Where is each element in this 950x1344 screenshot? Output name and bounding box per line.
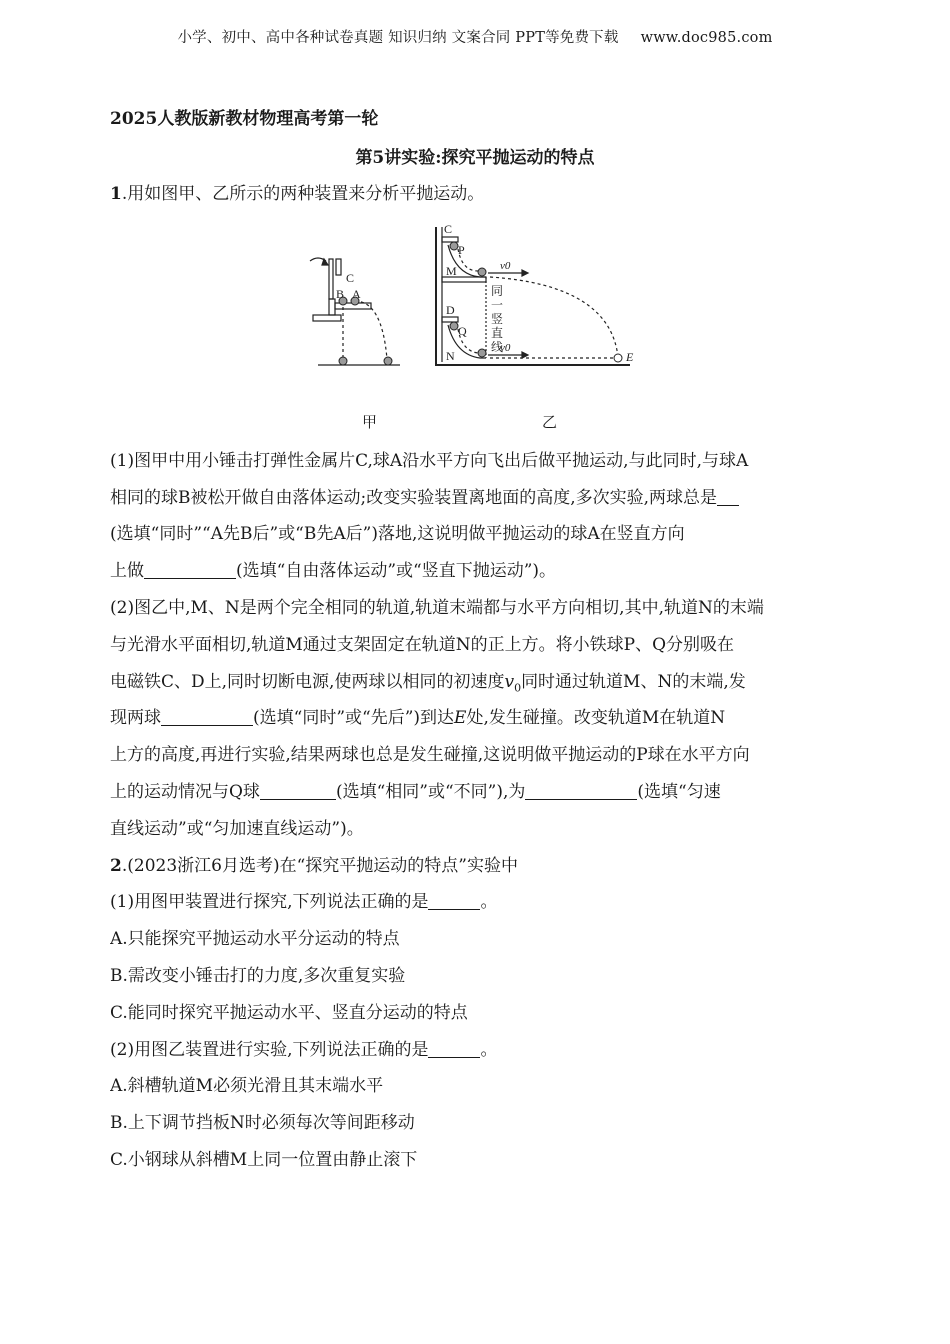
q2-part1-end: 。 <box>480 892 498 913</box>
magnet-d <box>442 317 458 322</box>
answer-blank-6[interactable] <box>428 891 480 910</box>
magnet-c <box>442 237 458 242</box>
ball-q <box>450 322 458 330</box>
q1-part2-line1: (2)图乙中,M、N是两个完全相同的轨道,轨道末端都与水平方向相切,其中,轨道N的末端 <box>110 597 764 618</box>
caption-jia: 甲 <box>362 412 378 431</box>
q1-part2-line4 <box>110 700 842 737</box>
label-d: D <box>446 302 455 317</box>
q1-part2-line3-b: 同时通过轨道M、N的末端,发 <box>521 671 746 692</box>
point-e: E <box>454 708 467 729</box>
q1-part1-line1: (1)图甲中用小锤击打弹性金属片C,球A沿水平方向飞出后做平抛运动,与此同时,与球A <box>110 450 749 471</box>
q1-part2-line6-b: (选填“相同”或“不同”),为 <box>335 781 526 802</box>
q1-part1-line2-text: 相同的球B被松开做自由落体运动;改变实验装置离地面的高度,多次实验,两球总是 <box>110 487 718 508</box>
ball-b-landed <box>339 357 347 365</box>
hammer-arrow <box>322 259 328 265</box>
doc-title: 2025人教版新教材物理高考第一轮 <box>110 109 379 129</box>
answer-blank-2[interactable] <box>144 560 236 579</box>
q2-part1 <box>110 884 842 921</box>
q2-stem-text: .(2023浙江6月选考)在“探究平抛运动的特点”实验中 <box>121 855 518 876</box>
q1-part2-line7: 直线运动”或“匀加速直线运动”)。 <box>110 818 364 839</box>
label-c-yi: C <box>444 221 453 236</box>
q1-part2-line3-a: 电磁铁C、D上,同时切断电源,使两球以相同的初速度 <box>110 671 505 692</box>
support-post <box>329 299 335 315</box>
balls-jia <box>339 297 392 365</box>
q1-part1-line4-a: 上做 <box>110 561 144 582</box>
label-v0-top: v0 <box>500 259 511 272</box>
v0-arrowhead-bottom <box>522 352 528 358</box>
apparatus-jia <box>310 258 400 365</box>
caption-yi: 乙 <box>542 412 558 431</box>
q1-part2-line4-a: 现两球 <box>110 708 161 729</box>
q1-number: 1 <box>110 184 122 204</box>
q1-stem <box>110 176 842 213</box>
q2-p2-option-c[interactable]: C.小钢球从斜槽M上同一位置由静止滚下 <box>110 1149 418 1170</box>
q2-p1-option-b[interactable]: B.需改变小锤击打的力度,多次重复实验 <box>110 965 406 986</box>
header-text: 小学、初中、高中各种试卷真题 知识归纳 文案合同 PPT等免费下载 <box>177 30 619 46</box>
vertical-text-2: 一 <box>491 297 504 312</box>
ball-p-end <box>478 268 486 276</box>
balls-yi <box>450 242 622 362</box>
q1-part2-line2: 与光滑水平面相切,轨道M通过支架固定在轨道N的正上方。将小铁球P、Q分别吸在 <box>110 634 735 655</box>
q2-part1-text: (1)用图甲装置进行探究,下列说法正确的是 <box>110 892 429 913</box>
spring-piece-c <box>336 259 341 275</box>
answer-blank-7[interactable] <box>428 1039 480 1058</box>
label-v0-bottom: v0 <box>500 341 511 354</box>
answer-blank-5[interactable] <box>525 781 637 800</box>
lecture-title: 第5讲实验:探究平抛运动的特点 <box>355 148 595 168</box>
label-e: E <box>626 349 634 364</box>
answer-blank-4[interactable] <box>260 781 336 800</box>
base-plate <box>313 315 341 321</box>
q1-stem-text: .用如图甲、乙所示的两种装置来分析平抛运动。 <box>121 184 485 204</box>
q2-p1-option-c[interactable]: C.能同时探究平抛运动水平、竖直分运动的特点 <box>110 1002 468 1023</box>
q1-part1-line2 <box>110 480 842 517</box>
v0-symbol: v <box>504 671 515 692</box>
q1-part2-line6-a: 上的运动情况与Q球 <box>110 781 260 802</box>
content <box>110 176 842 1179</box>
ball-a-landed <box>384 357 392 365</box>
q2-part2 <box>110 1032 842 1069</box>
collision-point-e <box>614 354 622 362</box>
apparatus-yi <box>436 227 630 365</box>
label-n: N <box>446 348 455 363</box>
q1-part2-line4-c: 处,发生碰撞。改变轨道M在轨道N <box>466 708 726 729</box>
q1-part2-line3 <box>110 664 842 701</box>
q2-stem <box>110 848 842 885</box>
q1-part1-line3: (选填“同时”“A先B后”或“B先A后”)落地,这说明做平抛运动的球A在竖直方向 <box>110 524 685 545</box>
projectile-path-jia <box>355 301 387 359</box>
ball-p <box>450 242 458 250</box>
q1-part2-line4-b: (选填“同时”或“先后”)到达 <box>253 708 455 729</box>
q2-p2-option-a[interactable]: A.斜槽轨道M必须光滑且其末端水平 <box>110 1076 384 1097</box>
vertical-text-4: 直 <box>491 325 504 340</box>
projectile-apparatus-diagram <box>300 215 640 440</box>
label-q: Q <box>458 323 467 338</box>
hammer-handle <box>329 259 333 299</box>
label-m: M <box>446 263 457 278</box>
vertical-text-1: 同 <box>491 283 504 298</box>
ball-q-end <box>478 349 486 357</box>
q2-part2-text: (2)用图乙装置进行实验,下列说法正确的是 <box>110 1039 429 1060</box>
q1-part2-line6 <box>110 774 842 811</box>
label-b-jia: B <box>336 286 345 301</box>
vertical-text-5: 线 <box>491 339 504 354</box>
header-site[interactable]: www.doc985.com <box>640 30 773 46</box>
answer-blank-1[interactable] <box>717 487 739 506</box>
q2-number: 2 <box>110 855 122 876</box>
answer-blank-3[interactable] <box>161 707 253 726</box>
v0-subscript: 0 <box>514 680 522 694</box>
vertical-text-3: 竖 <box>491 311 504 326</box>
label-p: P <box>458 242 465 257</box>
q1-part2-line5: 上方的高度,再进行实验,结果两球也总是发生碰撞,这说明做平抛运动的P球在水平方向 <box>110 745 750 766</box>
q2-p2-option-b[interactable]: B.上下调节挡板N时必须每次等间距移动 <box>110 1113 415 1134</box>
q1-part2-line6-c: (选填“匀速 <box>637 781 721 802</box>
q1-part1-line4 <box>110 553 842 590</box>
page-header <box>0 26 950 47</box>
q1-figure <box>110 215 842 443</box>
label-a-jia: A <box>352 286 361 301</box>
q2-p1-option-a[interactable]: A.只能探究平抛运动水平分运动的特点 <box>110 929 400 950</box>
wall-and-floor <box>436 227 630 365</box>
v0-arrowhead-top <box>522 270 528 276</box>
q1-part1-line4-b: (选填“自由落体运动”或“竖直下抛运动”)。 <box>236 561 557 582</box>
q2-part2-end: 。 <box>480 1039 498 1060</box>
label-c-jia: C <box>346 270 355 285</box>
